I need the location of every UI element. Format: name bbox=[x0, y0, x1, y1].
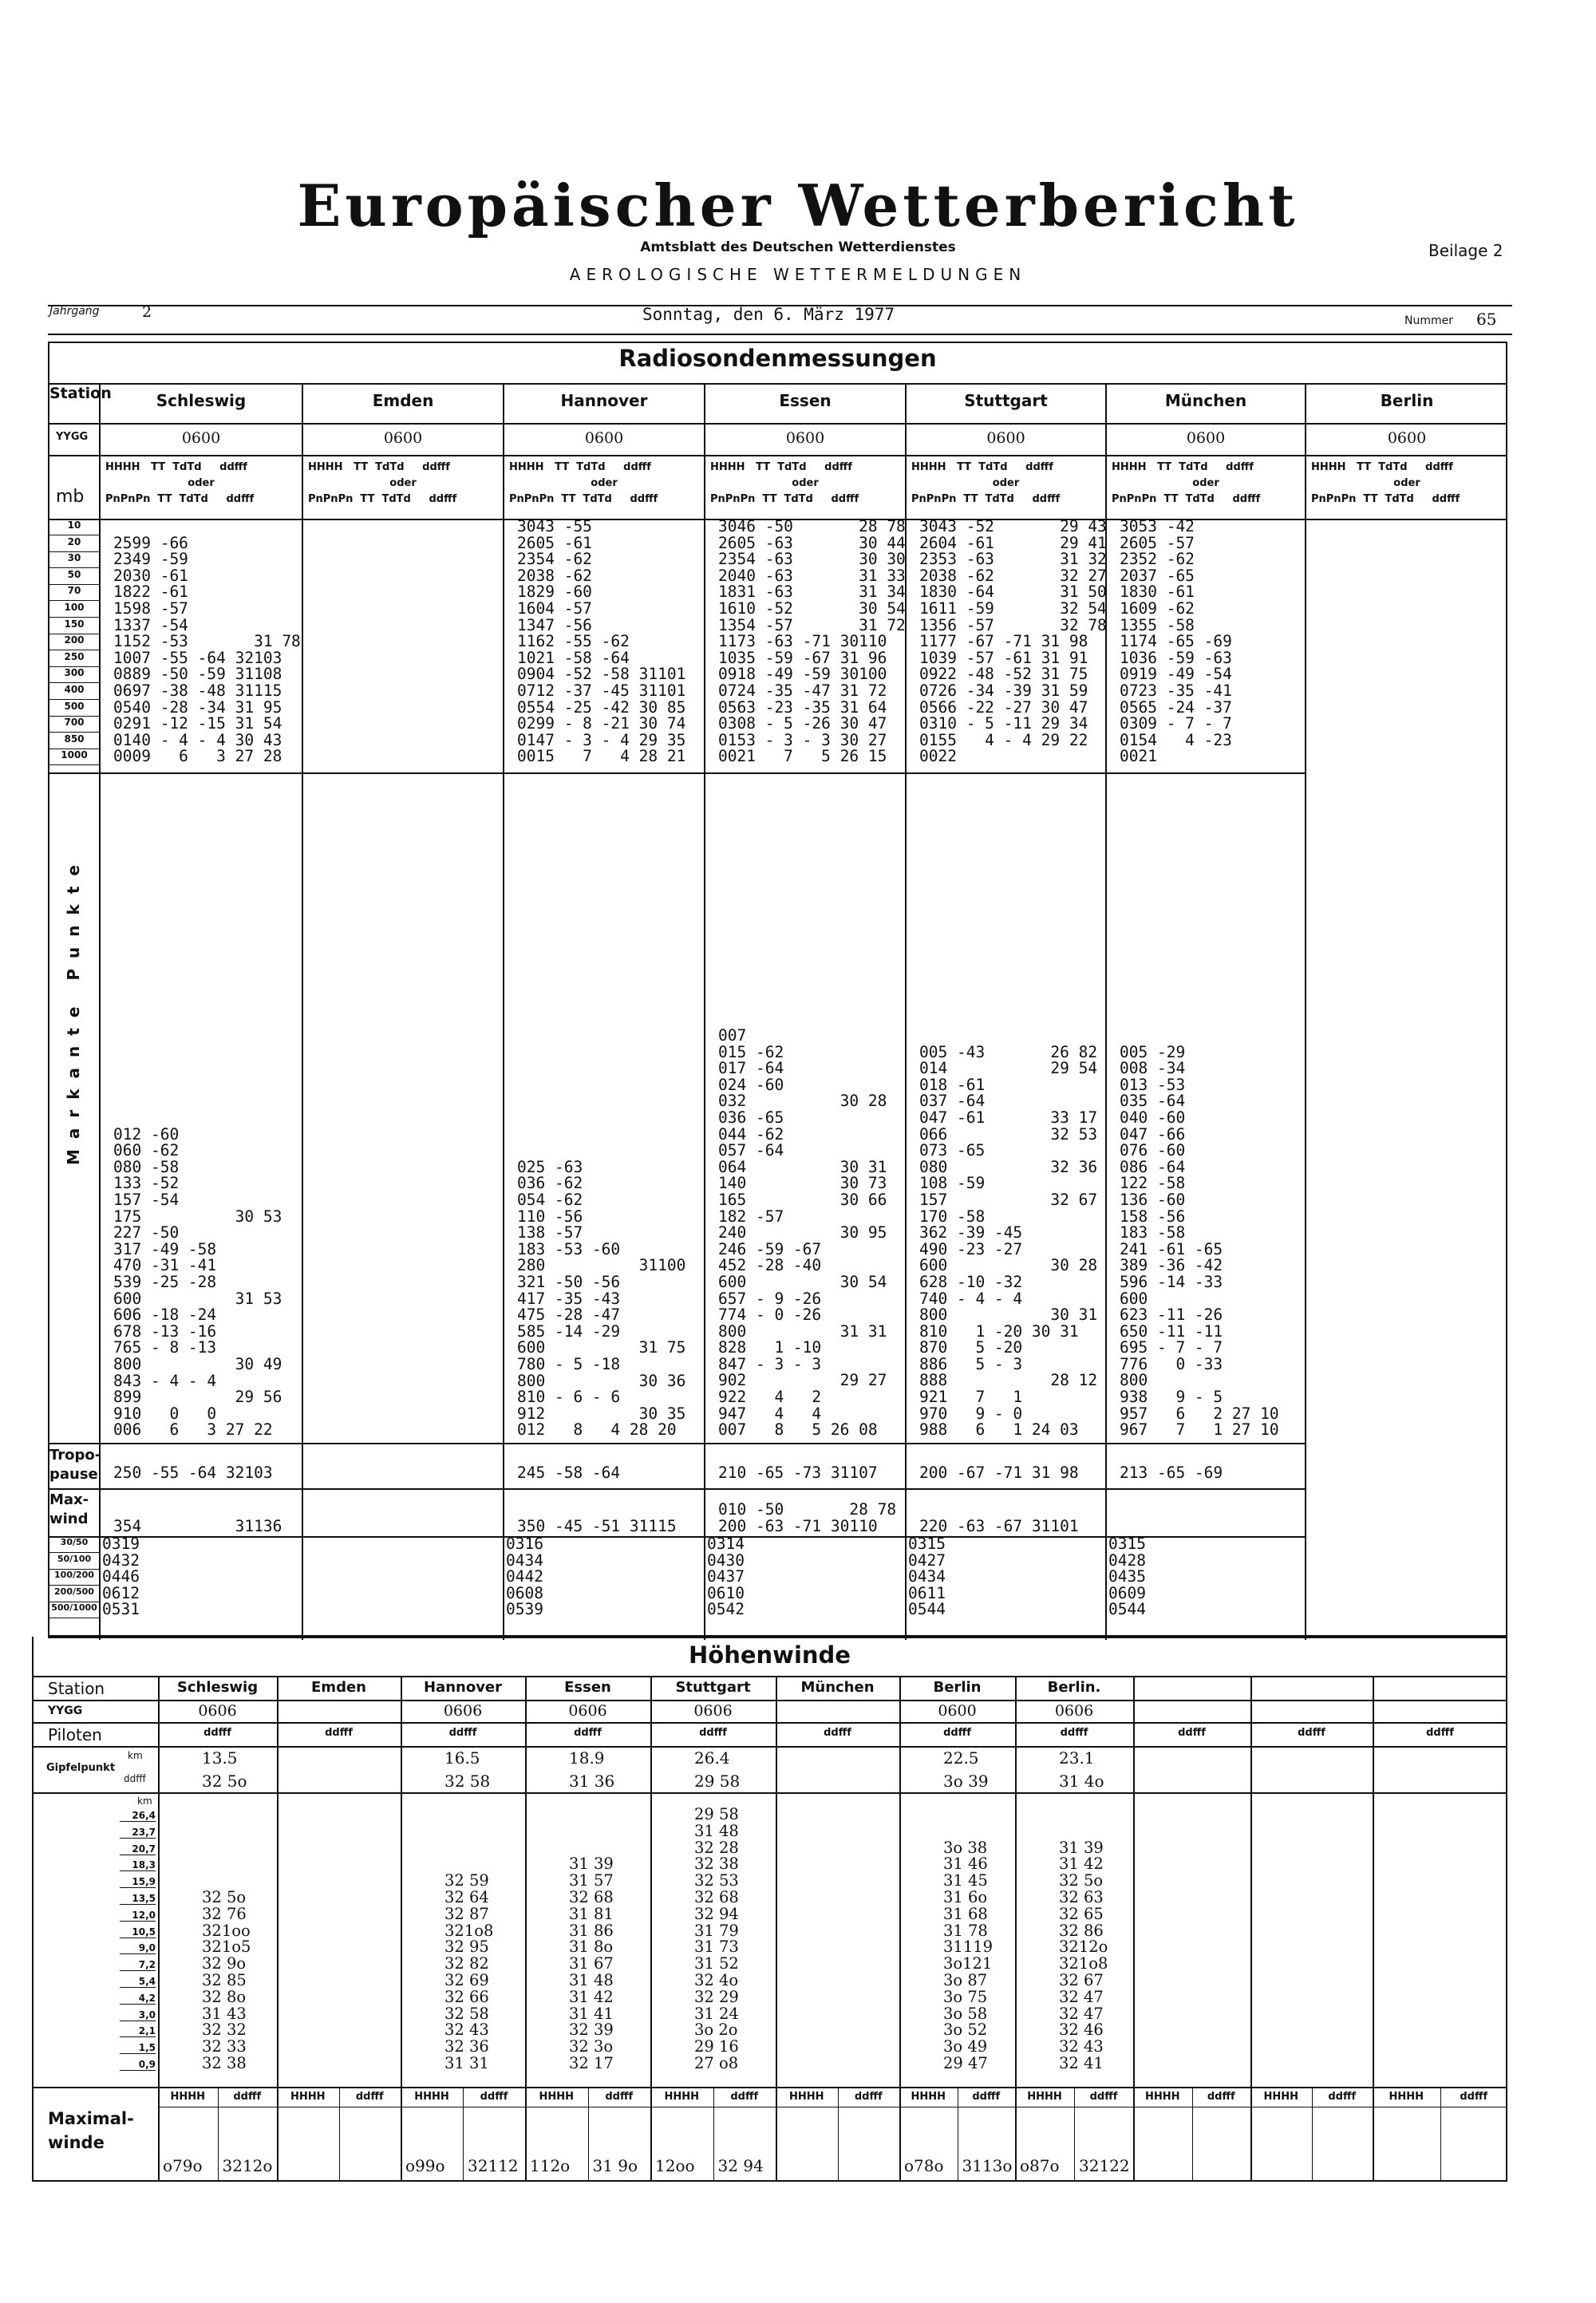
height-label: 12,0 bbox=[120, 1910, 156, 1922]
maxwind-ddfff: 3113o bbox=[962, 2156, 1013, 2175]
maxwind-data: 354 31136 bbox=[113, 1516, 282, 1535]
mb-level-label: 10 bbox=[49, 519, 99, 535]
gipfelpunkt-label: Gipfelpunkt bbox=[46, 1762, 116, 1774]
hw-yygg-value: 0606 bbox=[1054, 1702, 1094, 1720]
hw-yygg-value: 0600 bbox=[938, 1702, 977, 1720]
maxwind-ddfff-label: ddfff bbox=[854, 2091, 883, 2103]
col-rule bbox=[525, 1676, 527, 2180]
cell-divider bbox=[1192, 2087, 1193, 2180]
column-header-top: HHHH TT TdTd ddfff bbox=[1311, 461, 1453, 473]
maxwind-hhhh-label: HHHH bbox=[664, 2091, 700, 2103]
height-label: 23,7 bbox=[120, 1827, 156, 1839]
hw-station-name: Stuttgart bbox=[675, 1679, 751, 1696]
thickness-label: 200/500 bbox=[49, 1586, 99, 1602]
section-title: AEROLOGISCHE WETTERMELDUNGEN bbox=[569, 265, 1027, 284]
height-label: 4,2 bbox=[120, 1993, 156, 2005]
hw-station-label: Station bbox=[48, 1679, 105, 1698]
height-label: 20,7 bbox=[120, 1843, 156, 1855]
tropopause-data: 250 -55 -64 32103 bbox=[113, 1464, 273, 1482]
tropopause-data: 200 -67 -71 31 98 bbox=[919, 1464, 1079, 1482]
gipfel-ddfff-value: 29 58 bbox=[694, 1772, 741, 1791]
col-rule bbox=[302, 383, 303, 1640]
piloten-ddfff-label: ddfff bbox=[824, 1727, 851, 1739]
cell-divider bbox=[1074, 2087, 1075, 2180]
rule bbox=[32, 1792, 1507, 1794]
hw-station-name: München bbox=[800, 1679, 875, 1696]
cell-divider bbox=[218, 2087, 219, 2180]
gipfel-ddfff-value: 31 4o bbox=[1059, 1772, 1104, 1791]
station-name: Essen bbox=[779, 391, 832, 410]
yygg-label: YYGG bbox=[56, 431, 89, 443]
wind-profile-data: 31 39 31 42 32 5o 32 63 32 65 32 86 3212o 321o8 32 67 32 47 32 47 32 46 32 43 32 41 bbox=[1059, 1838, 1108, 2072]
maxwind-hhhh-label: HHHH bbox=[290, 2091, 326, 2103]
piloten-ddfff-label: ddfff bbox=[699, 1727, 727, 1739]
height-label: 10,5 bbox=[120, 1926, 156, 1938]
gipfel-km-value: 23.1 bbox=[1059, 1748, 1095, 1768]
maxwind-hhhh-label: HHHH bbox=[414, 2091, 449, 2103]
wind-profile-data: 32 59 32 64 32 87 321o8 32 95 32 82 32 69 32 66 32 58 32 43 32 36 31 31 bbox=[444, 1871, 494, 2072]
height-label: 1,5 bbox=[120, 2042, 156, 2054]
subtitle: Amtsblatt des Deutschen Wetterdienstes bbox=[640, 239, 956, 255]
maxwind-hhhh-label: HHHH bbox=[1389, 2091, 1424, 2103]
nummer-label: Nummer bbox=[1404, 314, 1453, 327]
issue-date: Sonntag, den 6. März 1977 bbox=[642, 305, 895, 324]
standard-levels-data: 2599 -66 2349 -59 2030 -61 1822 -61 1598 -57 1337 -54 1152 -53 31 78 1007 -55 -64 32103 0889 -50 -59 31108 0697 -38 -48 31115 0540 -28 -34 31 95 0291 -12 -15 31 54 0140 - 4 - 4 30 43 0009 6 3 27 28 bbox=[113, 533, 301, 766]
thickness-label: 30/50 bbox=[49, 1537, 99, 1553]
mb-level-label: 50 bbox=[49, 569, 99, 585]
maxwind-height: o78o bbox=[904, 2156, 944, 2175]
wind-profile-data: 32 5o 32 76 321oo 321o5 32 9o 32 85 32 8o 31 43 32 32 32 33 32 38 bbox=[202, 1887, 251, 2072]
thickness-label: 100/200 bbox=[49, 1570, 99, 1586]
hw-yygg-label: YYGG bbox=[48, 1705, 83, 1717]
thickness-data: 0319 0432 0446 0612 0531 bbox=[102, 1535, 140, 1619]
standard-levels-data: 3043 -52 29 43 2604 -61 29 41 2353 -63 31 32 2038 -62 32 27 1830 -64 31 50 1611 -59 32 54 1356 -57 32 78 1177 -67 -71 31 98 1039 -57 -61 31 91 0922 -48 -52 31 75 0726 -34 -39 31 59 0566 -22 -27 30 47 0310 - 5 -11 29 34 0155 4 - 4 29 22 0022 bbox=[919, 517, 1107, 766]
height-label: 3,0 bbox=[120, 2009, 156, 2021]
mb-level-label: 850 bbox=[49, 733, 99, 749]
hw-yygg-value: 0606 bbox=[693, 1702, 733, 1720]
column-header-mid: oder bbox=[1192, 477, 1219, 489]
maxwind-data: 350 -45 -51 31115 bbox=[517, 1516, 677, 1535]
column-header-bottom: PnPnPn TT TdTd ddfff bbox=[509, 493, 658, 505]
rule bbox=[32, 1700, 1507, 1701]
column-header-top: HHHH TT TdTd ddfff bbox=[509, 461, 651, 473]
maxwind-hhhh-label: HHHH bbox=[539, 2091, 575, 2103]
piloten-ddfff-label: ddfff bbox=[203, 1727, 231, 1739]
hw-yygg-value: 0606 bbox=[443, 1702, 483, 1720]
hw-station-name: Essen bbox=[564, 1679, 611, 1696]
col-rule bbox=[704, 383, 705, 1640]
maxwind-ddfff: 32122 bbox=[1079, 2156, 1130, 2175]
piloten-ddfff-label: ddfff bbox=[1426, 1727, 1454, 1739]
thickness-label: 500/1000 bbox=[49, 1602, 99, 1618]
rule bbox=[48, 1488, 1305, 1490]
height-label: 7,2 bbox=[120, 1959, 156, 1971]
mb-level-label: 20 bbox=[49, 536, 99, 552]
col-rule bbox=[650, 1676, 652, 2180]
mb-level-label: 400 bbox=[49, 684, 99, 700]
marked-points-data: 005 -43 26 82 014 29 54 018 -61 037 -64 047 -61 33 17 066 32 53 073 -65 080 32 36 108 -59 157 32 67 170 -58 362 -39 -45 490 -23 -27 600 30 28 628 -10 -32 740 - 4 - 4 800 30 31 810 1 -20 30 31 870 5 -20 886 5 - 3 888 28 12 921 7 1 970 9 - 0 988 6 1 24 03 bbox=[919, 1042, 1098, 1440]
rule bbox=[32, 2087, 1507, 2088]
station-label: Station bbox=[49, 385, 112, 402]
station-name: Berlin bbox=[1380, 391, 1434, 410]
height-label: 18,3 bbox=[120, 1859, 156, 1871]
yygg-value: 0600 bbox=[181, 429, 221, 447]
mb-level-label: 250 bbox=[49, 651, 99, 667]
maxwind-ddfff-label: ddfff bbox=[480, 2091, 508, 2103]
wind-profile-data: 31 39 31 57 32 68 31 81 31 86 31 8o 31 67 31 48 31 42 31 41 32 39 32 3o 32 17 bbox=[569, 1855, 614, 2072]
mb-level-label: 100 bbox=[49, 602, 99, 618]
cell-divider bbox=[1440, 2087, 1441, 2180]
height-label: 0,9 bbox=[120, 2059, 156, 2071]
cell-divider bbox=[713, 2087, 714, 2180]
column-header-mid: oder bbox=[188, 477, 215, 489]
maxwind-data: 220 -63 -67 31101 bbox=[919, 1516, 1079, 1535]
yygg-value: 0600 bbox=[383, 429, 423, 447]
jahrgang-label: Jahrgang bbox=[49, 305, 100, 318]
gipfel-km-value: 13.5 bbox=[202, 1748, 238, 1768]
wind-profile-data: 3o 38 31 46 31 45 31 6o 31 68 31 78 31119 3o121 3o 87 3o 75 3o 58 3o 52 3o 49 29 47 bbox=[943, 1838, 994, 2072]
cell-divider bbox=[1312, 2087, 1313, 2180]
column-header-top: HHHH TT TdTd ddfff bbox=[105, 461, 247, 473]
gipfel-ddfff-value: 31 36 bbox=[569, 1772, 615, 1791]
mb-level-label: 30 bbox=[49, 552, 99, 568]
rule bbox=[32, 1722, 1507, 1724]
maxwind-ddfff: 32 94 bbox=[717, 2156, 764, 2175]
maxwind-label: Max- wind bbox=[49, 1491, 89, 1527]
gipfel-ddfff-value: 32 58 bbox=[444, 1772, 491, 1791]
marked-points-data: 005 -29 008 -34 013 -53 035 -64 040 -60 047 -66 076 -60 086 -64 122 -58 136 -60 158 -56 183 -58 241 -61 -65 389 -36 -42 596 -14 -33 600 623 -11 -26 650 -11 -11 695 - 7 - 7 776 0 -33 800 938 9 - 5 957 6 2 27 10 967 7 1 27 10 bbox=[1120, 1042, 1279, 1440]
rule bbox=[32, 1746, 1507, 1748]
gipfel-ddfff-value: 32 5o bbox=[202, 1772, 247, 1791]
piloten-ddfff-label: ddfff bbox=[943, 1727, 971, 1739]
wind-profile-data: 29 58 31 48 32 28 32 38 32 53 32 68 32 94 31 79 31 73 31 52 32 4o 32 29 31 24 3o 2o 29 16 27 o8 bbox=[694, 1805, 739, 2072]
thickness-data: 0315 0428 0435 0609 0544 bbox=[1108, 1535, 1146, 1619]
gipfel-km-value: 22.5 bbox=[943, 1748, 979, 1768]
maxwind-ddfff-label: ddfff bbox=[355, 2091, 384, 2103]
height-unit-label: km bbox=[137, 1795, 152, 1807]
standard-levels-data: 3053 -42 2605 -57 2352 -62 2037 -65 1830 -61 1609 -62 1355 -58 1174 -65 -69 1036 -59 -63 0919 -49 -54 0723 -35 -41 0565 -24 -37 0309 - 7 - 7 0154 4 -23 0021 bbox=[1120, 517, 1232, 766]
maxwind-ddfff-label: ddfff bbox=[1207, 2091, 1235, 2103]
hw-yygg-value: 0606 bbox=[568, 1702, 607, 1720]
rule bbox=[48, 455, 1507, 456]
piloten-ddfff-label: ddfff bbox=[1060, 1727, 1088, 1739]
standard-levels-data: 3046 -50 28 78 2605 -63 30 44 2354 -63 30 30 2040 -63 31 33 1831 -63 31 34 1610 -52 30 54 1354 -57 31 72 1173 -63 -71 30110 1035 -59 -67 31 96 0918 -49 -59 30100 0724 -35 -47 31 72 0563 -23 -35 31 64 0308 - 5 -26 30 47 0153 - 3 - 3 30 27 0021 7 5 26 15 bbox=[718, 517, 906, 766]
maxwind-hhhh-label: HHHH bbox=[1027, 2091, 1062, 2103]
col-rule bbox=[1373, 1676, 1374, 2180]
yygg-value: 0600 bbox=[1186, 429, 1226, 447]
piloten-ddfff-label: ddfff bbox=[574, 1727, 602, 1739]
rule bbox=[48, 1443, 1305, 1444]
col-rule bbox=[158, 1676, 160, 2180]
hw-station-name: Schleswig bbox=[176, 1679, 259, 1696]
maxwind-hhhh-label: HHHH bbox=[170, 2091, 206, 2103]
rule bbox=[48, 772, 1305, 774]
column-header-top: HHHH TT TdTd ddfff bbox=[911, 461, 1053, 473]
rule bbox=[48, 383, 1507, 385]
column-header-bottom: PnPnPn TT TdTd ddfff bbox=[1112, 493, 1261, 505]
mb-label: mb bbox=[56, 487, 85, 507]
column-header-bottom: PnPnPn TT TdTd ddfff bbox=[105, 493, 255, 505]
column-header-mid: oder bbox=[1393, 477, 1420, 489]
maxwind-hhhh-label: HHHH bbox=[788, 2091, 824, 2103]
column-header-top: HHHH TT TdTd ddfff bbox=[710, 461, 852, 473]
column-header-top: HHHH TT TdTd ddfff bbox=[308, 461, 450, 473]
mb-level-label: 200 bbox=[49, 634, 99, 650]
yygg-value: 0600 bbox=[986, 429, 1025, 447]
piloten-ddfff-label: ddfff bbox=[1178, 1727, 1206, 1739]
maxwind-ddfff: 31 9o bbox=[592, 2156, 638, 2175]
maxwind-height: 12oo bbox=[655, 2156, 695, 2175]
mb-level-label: 700 bbox=[49, 717, 99, 733]
column-header-top: HHHH TT TdTd ddfff bbox=[1112, 461, 1254, 473]
yygg-value: 0600 bbox=[584, 429, 624, 447]
height-label: 9,0 bbox=[120, 1942, 156, 1954]
marked-points-data: 025 -63 036 -62 054 -62 110 -56 138 -57 183 -53 -60 280 31100 321 -50 -56 417 -35 -43 475 -28 -47 585 -14 -29 600 31 75 780 - 5 -18 800 30 36 810 - 6 - 6 912 30 35 012 8 4 28 20 bbox=[517, 1157, 686, 1440]
beilage-label: Beilage 2 bbox=[1428, 241, 1503, 260]
yygg-value: 0600 bbox=[785, 429, 825, 447]
height-label: 26,4 bbox=[120, 1810, 156, 1822]
maxwind-hhhh-label: HHHH bbox=[1263, 2091, 1299, 2103]
maxwind-ddfff-label: ddfff bbox=[233, 2091, 262, 2103]
marked-points-data: 007 015 -62 017 -64 024 -60 032 30 28 036 -65 044 -62 057 -64 064 30 31 140 30 73 165 30 66 182 -57 240 30 95 246 -59 -67 452 -28 -40 600 30 54 657 - 9 -26 774 - 0 -26 800 31 31 828 1 -10 847 - 3 - 3 902 29 27 922 4 2 947 4 4 007 8 5 26 08 bbox=[718, 1026, 887, 1440]
hw-station-name: Berlin. bbox=[1047, 1679, 1101, 1696]
col-rule bbox=[401, 1676, 402, 2180]
maxwind-hhhh-label: HHHH bbox=[911, 2091, 946, 2103]
gipfel-ddfff-label: ddfff bbox=[124, 1773, 146, 1784]
radiosonde-title: Radiosondenmessungen bbox=[618, 345, 937, 372]
maxwind-ddfff-label: ddfff bbox=[730, 2091, 759, 2103]
tropopause-data: 213 -65 -69 bbox=[1120, 1464, 1223, 1482]
column-header-mid: oder bbox=[792, 477, 819, 489]
col-rule bbox=[899, 1676, 901, 2180]
gipfel-km-value: 18.9 bbox=[569, 1748, 605, 1768]
maxwind-ddfff-label: ddfff bbox=[1460, 2091, 1488, 2103]
hw-station-name: Berlin bbox=[933, 1679, 982, 1696]
station-name: Emden bbox=[372, 391, 434, 410]
col-rule bbox=[1250, 1676, 1252, 2180]
column-header-mid: oder bbox=[591, 477, 618, 489]
maximalwinde-label: Maximal- winde bbox=[48, 2109, 134, 2152]
height-label: 15,9 bbox=[120, 1876, 156, 1888]
station-name: Schleswig bbox=[156, 391, 247, 410]
tropopause-data: 245 -58 -64 bbox=[517, 1464, 621, 1482]
jahrgang-value: 2 bbox=[142, 303, 152, 321]
maxwind-ddfff-label: ddfff bbox=[1328, 2091, 1357, 2103]
hw-station-name: Hannover bbox=[423, 1679, 503, 1696]
col-rule bbox=[1133, 1676, 1135, 2180]
cell-divider bbox=[588, 2087, 589, 2180]
station-name: München bbox=[1164, 391, 1247, 410]
thickness-data: 0314 0430 0437 0610 0542 bbox=[707, 1535, 745, 1619]
gipfel-km-label: km bbox=[128, 1750, 143, 1761]
standard-levels-data: 3043 -55 2605 -61 2354 -62 2038 -62 1829 -60 1604 -57 1347 -56 1162 -55 -62 1021 -58 -64 0904 -52 -58 31101 0712 -37 -45 31101 0554 -25 -42 30 85 0299 - 8 -21 30 74 0147 - 3 - 4 29 35 0015 7 4 28 21 bbox=[517, 517, 686, 766]
column-header-mid: oder bbox=[992, 477, 1020, 489]
maxwind-height: o87o bbox=[1020, 2156, 1060, 2175]
maxwind-hhhh-label: HHHH bbox=[1144, 2091, 1180, 2103]
cell-divider bbox=[463, 2087, 464, 2180]
thickness-data: 0316 0434 0442 0608 0539 bbox=[506, 1535, 543, 1619]
marked-points-data: 012 -60 060 -62 080 -58 133 -52 157 -54 175 30 53 227 -50 317 -49 -58 470 -31 -41 539 -25 -28 600 31 53 606 -18 -24 678 -13 -16 765 - 8 -13 800 30 49 843 - 4 - 4 899 29 56 910 0 0 006 6 3 27 22 bbox=[113, 1124, 282, 1440]
col-rule bbox=[277, 1676, 279, 2180]
gipfel-ddfff-value: 3o 39 bbox=[943, 1772, 989, 1791]
piloten-ddfff-label: ddfff bbox=[1298, 1727, 1325, 1739]
col-rule bbox=[1015, 1676, 1017, 2180]
maxwind-ddfff-label: ddfff bbox=[1089, 2091, 1118, 2103]
hw-station-name: Emden bbox=[311, 1679, 366, 1696]
piloten-ddfff-label: ddfff bbox=[448, 1727, 477, 1739]
station-name: Hannover bbox=[560, 391, 648, 410]
tropopause-label: Tropo- pause bbox=[49, 1447, 101, 1483]
mb-level-label: 150 bbox=[49, 618, 99, 634]
yygg-value: 0600 bbox=[1387, 429, 1427, 447]
col-rule bbox=[1305, 383, 1306, 1640]
thickness-data: 0315 0427 0434 0611 0544 bbox=[908, 1535, 946, 1619]
maxwind-ddfff: 32112 bbox=[468, 2156, 519, 2175]
mb-level-label: 1000 bbox=[49, 749, 99, 765]
maxwind-height: 112o bbox=[530, 2156, 571, 2175]
cell-divider bbox=[838, 2087, 839, 2180]
column-header-bottom: PnPnPn TT TdTd ddfff bbox=[1311, 493, 1460, 505]
station-name: Stuttgart bbox=[964, 391, 1048, 410]
maxwind-data: 010 -50 28 78 200 -63 -71 30110 bbox=[718, 1500, 897, 1535]
col-rule bbox=[776, 1676, 777, 2180]
column-header-mid: oder bbox=[389, 477, 417, 489]
height-label: 13,5 bbox=[120, 1893, 156, 1905]
column-header-bottom: PnPnPn TT TdTd ddfff bbox=[308, 493, 457, 505]
gipfel-km-value: 16.5 bbox=[444, 1748, 480, 1768]
column-header-bottom: PnPnPn TT TdTd ddfff bbox=[911, 493, 1061, 505]
hw-piloten-label: Piloten bbox=[48, 1725, 102, 1744]
thickness-label: 50/100 bbox=[49, 1554, 99, 1570]
mb-level-label: 300 bbox=[49, 667, 99, 683]
maxwind-ddfff-label: ddfff bbox=[972, 2091, 1001, 2103]
mb-level-label: 500 bbox=[49, 701, 99, 717]
col-rule bbox=[503, 383, 504, 1640]
maxwind-ddfff: 3212o bbox=[222, 2156, 273, 2175]
header-rule-2 bbox=[48, 334, 1512, 335]
gipfel-km-value: 26.4 bbox=[694, 1748, 730, 1768]
maxwind-height: o99o bbox=[405, 2156, 445, 2175]
marked-points-label: Markante Punkte bbox=[64, 855, 83, 1165]
rule bbox=[32, 1676, 1507, 1677]
piloten-ddfff-label: ddfff bbox=[325, 1727, 353, 1739]
height-label: 5,4 bbox=[120, 1976, 156, 1988]
page-title: Europäischer Wetterbericht bbox=[297, 172, 1299, 239]
mb-level-label: 70 bbox=[49, 585, 99, 601]
nummer-value: 65 bbox=[1476, 310, 1497, 329]
cell-divider bbox=[339, 2087, 340, 2180]
tropopause-data: 210 -65 -73 31107 bbox=[718, 1464, 878, 1482]
hw-yygg-value: 0606 bbox=[198, 1702, 237, 1720]
maxwind-height: o79o bbox=[163, 2156, 203, 2175]
column-header-bottom: PnPnPn TT TdTd ddfff bbox=[710, 493, 859, 505]
rule bbox=[48, 423, 1507, 425]
hohenwinde-title: Höhenwinde bbox=[689, 1641, 851, 1669]
maxwind-ddfff-label: ddfff bbox=[605, 2091, 634, 2103]
height-label: 2,1 bbox=[120, 2025, 156, 2037]
